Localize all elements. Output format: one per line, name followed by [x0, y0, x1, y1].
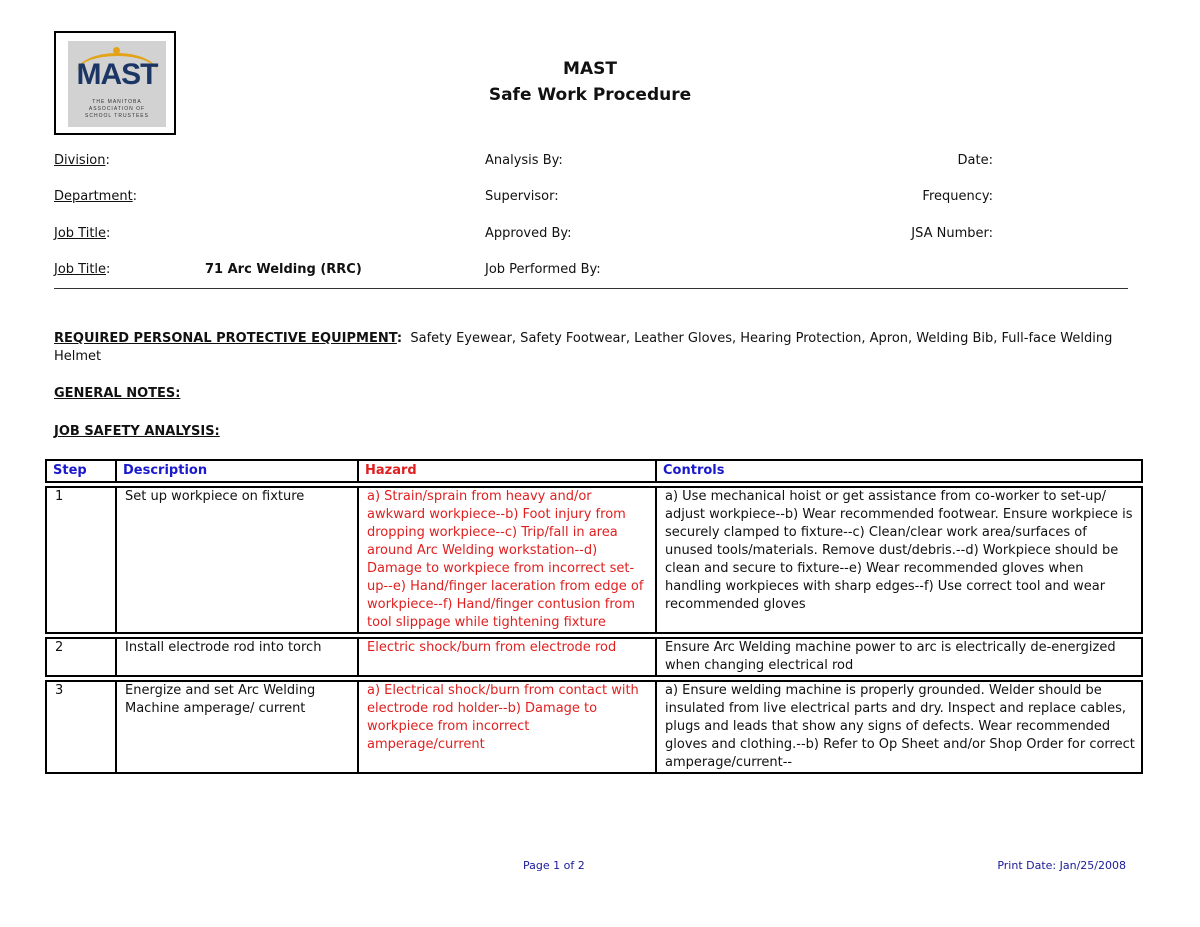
- ppe-section: REQUIRED PERSONAL PROTECTIVE EQUIPMENT: Safety Eyewear, Safety Footwear, Leather Gloves, Hearing Protection, Apron, Welding Bib, Full-face Welding Helmet: [54, 331, 1113, 364]
- controls-cell: a) Ensure welding machine is properly grounded. Welder should be insulated from live electrical parts and dry. Inspect and replace cables, plugs and leads that show any signs of defects. Wear recommended gloves and clothing.--b) Refer to Op Sheet and/or Shop Order for correct amperage/current--: [656, 681, 1142, 773]
- table-header-row: [46, 460, 1142, 482]
- division-field: Division:: [54, 153, 110, 168]
- frequency-label: Frequency:: [922, 189, 993, 204]
- job-title-field-1: Job Title:: [54, 226, 111, 241]
- job-title-field-2: Job Title:: [54, 262, 111, 277]
- header-step: Step: [46, 460, 116, 482]
- print-date: Print Date: Jan/25/2008: [997, 859, 1126, 872]
- jsa-number-label: JSA Number:: [911, 226, 993, 241]
- job-title-label-2: Job Title: [54, 262, 107, 277]
- header-controls: Controls: [656, 460, 1142, 482]
- hazard-cell: a) Strain/sprain from heavy and/or awkward workpiece--b) Foot injury from dropping workpiece--c) Trip/fall in area around Arc Welding workstation--d) Damage to workpiece from incorrect set-up--e) Hand/finger laceration from edge of workpiece--f) Hand/finger contusion from tool slippage while tightening fixture: [358, 487, 656, 633]
- department-label: Department: [54, 189, 133, 204]
- table-row: [46, 638, 1142, 676]
- job-safety-analysis-heading: JOB SAFETY ANALYSIS:: [54, 424, 220, 439]
- table-row: [46, 681, 1142, 773]
- table-row: [46, 487, 1142, 633]
- controls-cell: Ensure Arc Welding machine power to arc is electrically de-energized when changing electrical rod: [656, 638, 1142, 676]
- analysis-by-label: Analysis By:: [485, 153, 563, 168]
- logo-subtitle-line-2: ASSOCIATION OF: [88, 106, 146, 112]
- logo-subtitle-line-1: THE MANITOBA: [92, 99, 142, 105]
- header-hazard: Hazard: [358, 460, 656, 482]
- step-cell: 1: [46, 487, 116, 633]
- general-notes-heading: GENERAL NOTES:: [54, 386, 181, 401]
- date-label: Date:: [957, 153, 993, 168]
- header-description: Description: [116, 460, 358, 482]
- hazard-cell: a) Electrical shock/burn from contact with electrode rod holder--b) Damage to workpiece from incorrect amperage/current: [358, 681, 656, 773]
- description-cell: Set up workpiece on fixture: [116, 487, 358, 633]
- description-cell: Energize and set Arc Welding Machine amperage/ current: [116, 681, 358, 773]
- ppe-label: REQUIRED PERSONAL PROTECTIVE EQUIPMENT: [54, 331, 397, 346]
- header-divider: [54, 288, 1128, 289]
- hazard-cell: Electric shock/burn from electrode rod: [358, 638, 656, 676]
- step-cell: 2: [46, 638, 116, 676]
- jsa-table: [45, 459, 1143, 774]
- controls-cell: a) Use mechanical hoist or get assistance from co-worker to set-up/ adjust workpiece--b) Wear recommended footwear. Ensure workpiece is securely clamped to fixture--c) Clean/clear work area/surfaces of unused tools/materials. Remove dust/debris.--d) Workpiece should be clean and secure to fixture--e) Wear recommended gloves when handling workpieces with sharp edges--f) Use correct tool and wear recommended gloves: [656, 487, 1142, 633]
- division-label: Division: [54, 153, 106, 168]
- department-field: Department:: [54, 189, 138, 204]
- mast-logo: [54, 31, 176, 135]
- job-performed-by-label: Job Performed By:: [485, 262, 601, 277]
- step-cell: 3: [46, 681, 116, 773]
- supervisor-label: Supervisor:: [485, 189, 559, 204]
- logo-subtitle-line-3: SCHOOL TRUSTEES: [85, 113, 149, 119]
- logo-wordmark: MAST: [76, 58, 158, 91]
- ppe-text: Safety Eyewear, Safety Footwear, Leather Gloves, Hearing Protection, Apron, Welding Bib, Full-face Welding Helmet: [54, 331, 1113, 364]
- document-subtitle: Safe Work Procedure: [488, 85, 692, 105]
- document-title: MAST: [563, 59, 617, 79]
- page-number: Page 1 of 2: [523, 859, 585, 872]
- approved-by-label: Approved By:: [485, 226, 572, 241]
- logo-background: [68, 41, 166, 127]
- job-title-value: 71 Arc Welding (RRC): [205, 262, 362, 277]
- job-title-label-1: Job Title: [54, 226, 107, 241]
- description-cell: Install electrode rod into torch: [116, 638, 358, 676]
